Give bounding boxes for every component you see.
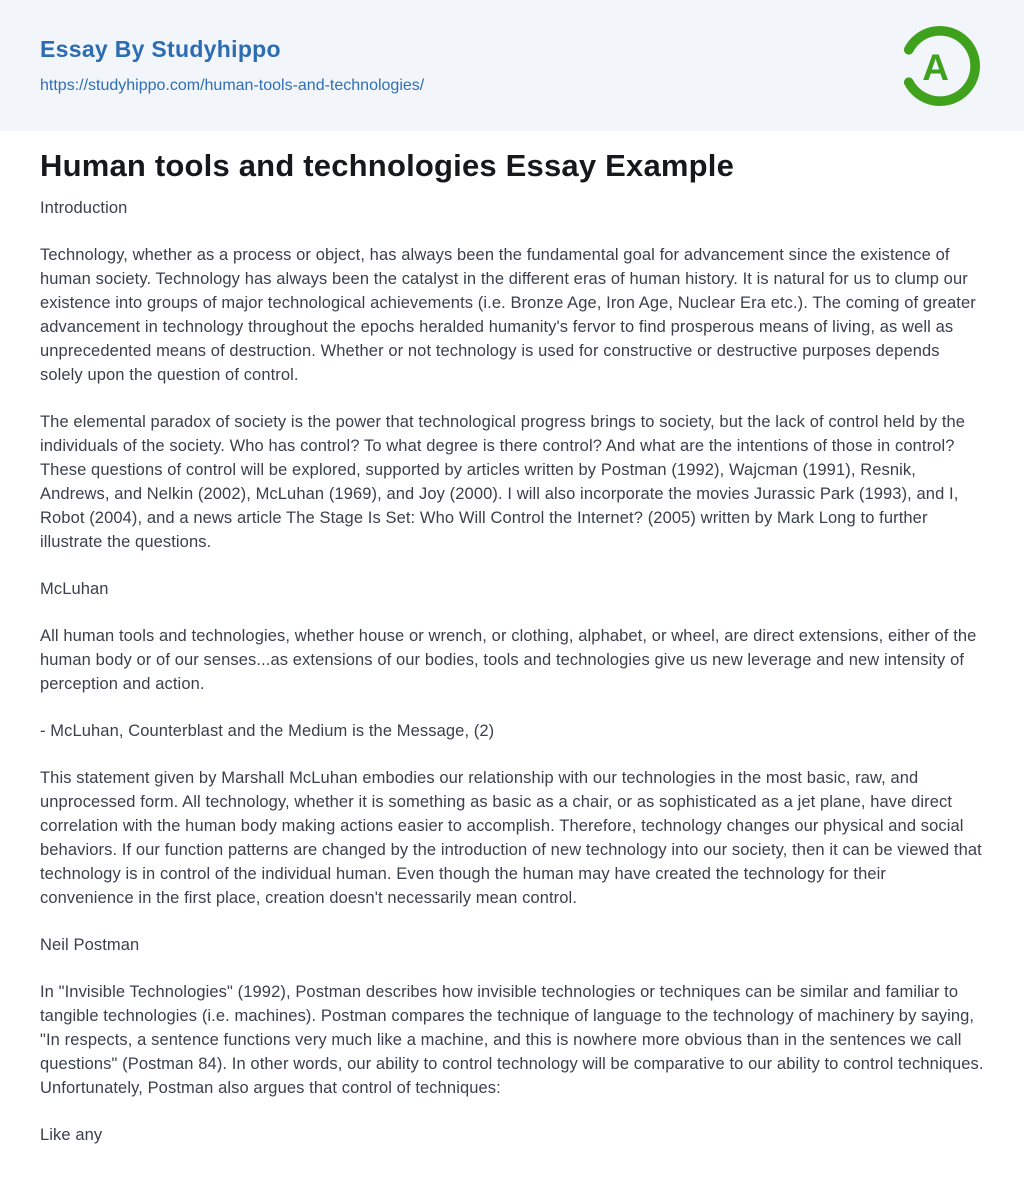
source-url-link[interactable]: https://studyhippo.com/human-tools-and-technologies/ [40,77,425,94]
paragraph-intro-2: The elemental paradox of society is the power that technological progress brings to society, but the lack of control held by the individuals of the society. Who has control? To what degree is there control? And what are the intentions of those in control? These questions of control will be explored, supported by articles written by Postman (1992), Wajcman (1991), Resnik, Andrews, and Nelkin (2002), McLuhan (1969), and Joy (2000). I will also incorporate the movies Jurassic Park (1993), and I, Robot (2004), and a news article The Stage Is Set: Who Will Control the Internet? (2005) written by Mark Long to further illustrate the questions. [40,413,966,551]
paragraph-mcluhan-quote: All human tools and technologies, whether house or wrench, or clothing, alphabet, or wheel, are direct extensions, either of the human body or of our senses...as extensions of our bodies, tools and technologies give us new leverage and new intensity of perception and action. [40,627,977,693]
paragraph-intro-1: Technology, whether as a process or object, has always been the fundamental goal for advancement since the existence of human society. Technology has always been the catalyst in the different eras of human history. It is natural for us to clump our existence into groups of major technological achievements (i.e. Bronze Age, Iron Age, Nuclear Era etc.). The coming of greater advancement in technology throughout the epochs heralded humanity's fervor to find prosperous means of living, as well as unprecedented means of destruction. Whether or not technology is used for constructive or destructive purposes depends solely upon the question of control. [40,246,976,384]
section-label-neil-postman: Neil Postman [40,936,140,954]
header-text-group [40,36,424,95]
essay-title: Human tools and technologies Essay Example [40,148,735,183]
page-header [0,0,1024,131]
section-label-introduction: Introduction [40,199,128,217]
essay-content [0,131,1024,1187]
paragraph-postman: In "Invisible Technologies" (1992), Postman describes how invisible technologies or techniques can be similar and familiar to tangible technologies (i.e. machines). Postman compares the technique of language to the technology of machinery by saying, "In respects, a sentence functions very much like a machine, and this is nowhere more obvious than in the sentences we call questions" (Postman 84). In other words, our ability to control technology will be comparative to our ability to control techniques. Unfortunately, Postman also argues that control of techniques: [40,983,984,1097]
paragraph-mcluhan-attribution: - McLuhan, Counterblast and the Medium is the Message, (2) [40,722,495,740]
paragraph-mcluhan-analysis: This statement given by Marshall McLuhan embodies our relationship with our technologies in the most basic, raw, and unprocessed form. All technology, whether it is something as basic as a chair, or as sophisticated as a jet plane, have direct correlation with the human body making actions easier to accomplish. Therefore, technology changes our physical and social behaviors. If our function patterns are changed by the introduction of new technology into our society, then it can be viewed that technology is in control of the individual human. Even though the human may have created the technology for their convenience in the first place, creation doesn't necessarily mean control. [40,769,982,907]
studyhippo-logo-icon [896,20,984,112]
logo-letter: A [922,46,949,88]
paragraph-like-any: Like any [40,1126,103,1144]
brand-title: Essay By Studyhippo [40,36,281,62]
section-label-mcluhan: McLuhan [40,580,109,598]
